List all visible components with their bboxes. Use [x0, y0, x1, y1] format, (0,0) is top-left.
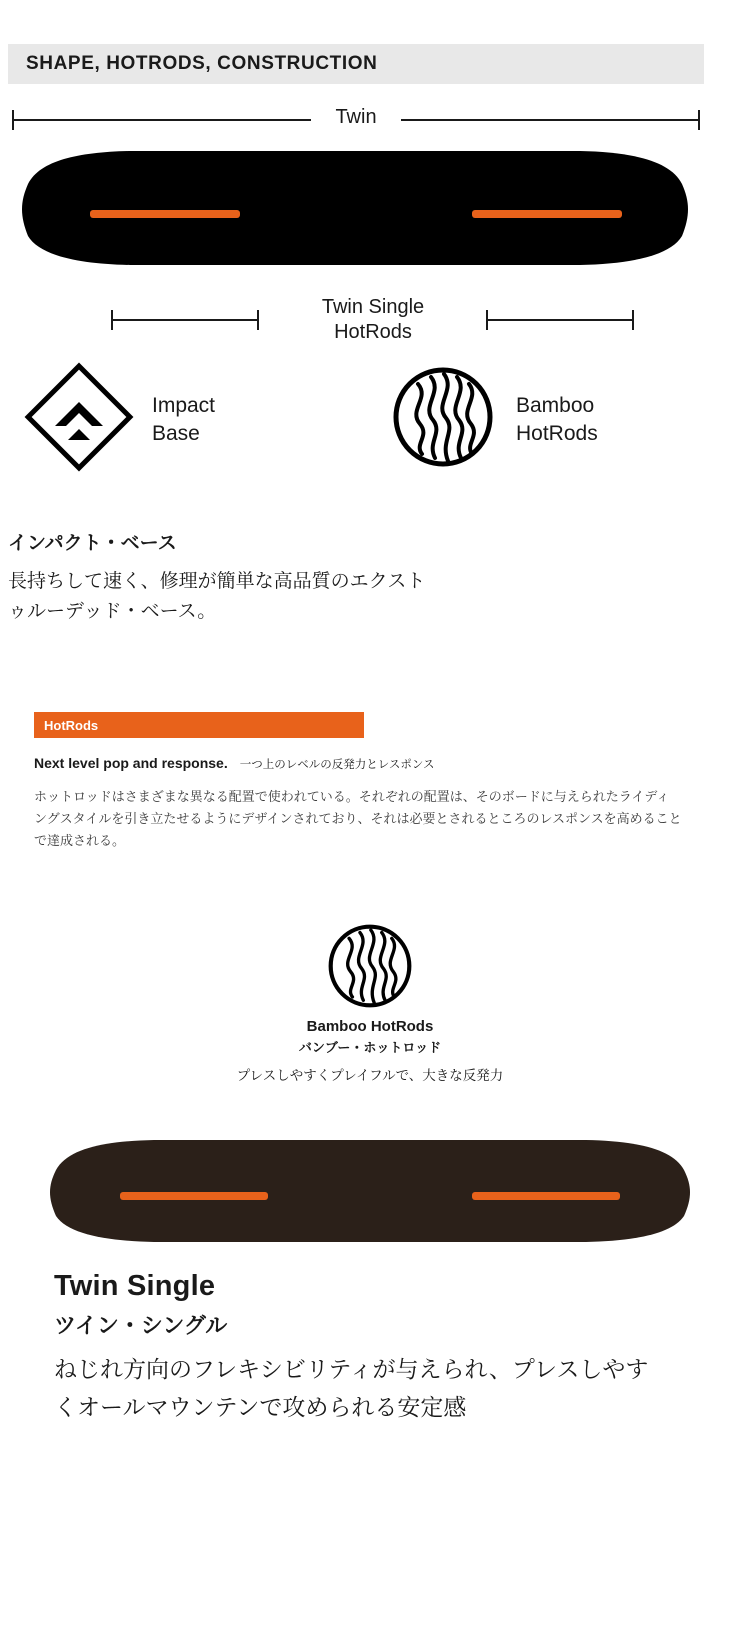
impact-base-label-line2: Base	[152, 421, 200, 445]
hotrods-badge-label: HotRods	[44, 717, 99, 733]
hotrod-stripe-left-2	[120, 1192, 268, 1200]
bamboo-hotrods-title-jp: バンブー・ホットロッド	[298, 1040, 442, 1055]
impact-base-body: 長持ちして速く、修理が簡単な高品質のエクストゥルーデッド・ベース。	[8, 571, 426, 622]
bamboo-hotrods-title-en: Bamboo HotRods	[306, 1018, 434, 1035]
hotrod-stripe-right	[472, 210, 622, 218]
impact-base-label	[152, 392, 215, 448]
hotrods-subtitle-en: Next level pop and response.	[34, 755, 228, 771]
twin-dimension-label: Twin	[311, 106, 401, 129]
bamboo-hotrods-label	[516, 392, 598, 448]
impact-base-label-line1: Impact	[152, 393, 216, 417]
twin-single-board-diagram	[40, 1130, 700, 1245]
impact-base-icon	[24, 362, 134, 477]
dimension-line-right	[400, 119, 700, 121]
bamboo-hotrods-caption: プレスしやすくプレイフルで、大きな反発力	[236, 1068, 504, 1083]
bamboo-hotrods-label-line1: Bamboo	[516, 393, 595, 417]
snowboard-shape-diagram	[10, 140, 700, 270]
hotrods-line-a	[111, 319, 259, 321]
hotrods-cap-b2	[632, 310, 634, 330]
impact-base-heading: インパクト・ベース	[8, 533, 177, 554]
bamboo-hotrods-label-line2: HotRods	[516, 421, 598, 445]
hotrod-stripe-right-2	[472, 1192, 620, 1200]
hotrods-subtitle	[34, 755, 674, 772]
twin-single-title-en: Twin Single	[54, 1270, 216, 1302]
hotrods-dimension-label-line2: HotRods	[334, 321, 412, 343]
twin-dimension-bar	[8, 104, 704, 136]
bamboo-hotrods-icon	[0, 920, 740, 1012]
hotrods-dimension-bar	[8, 295, 704, 345]
bamboo-hotrods-block	[0, 920, 740, 1084]
twin-single-title-jp: ツイン・シングル	[54, 1313, 228, 1338]
feature-bamboo-hotrods	[388, 362, 598, 477]
dimension-line-left	[12, 119, 312, 121]
twin-single-body: ねじれ方向のフレキシビリティが与えられ、プレスしやすくオールマウンテンで攻められる安定感	[54, 1356, 649, 1420]
hotrods-body: ホットロッドはさまざまな異なる配置で使われている。それぞれの配置は、そのボードに与えられたライディングスタイルを引き立たせるようにデザインされており、それは必要とされるところのレスポンスを高めることで達成される。	[34, 789, 682, 848]
feature-impact-base	[24, 362, 215, 477]
page-title: SHAPE, HOTRODS, CONSTRUCTION	[26, 53, 378, 74]
section-header	[8, 44, 704, 84]
twin-single-description	[54, 1270, 654, 1426]
hotrod-stripe-left	[90, 210, 240, 218]
hotrods-line-b	[486, 319, 634, 321]
hotrods-dimension-label	[273, 295, 473, 345]
bamboo-hotrods-icon	[388, 362, 498, 477]
hotrods-badge	[34, 712, 364, 738]
hotrods-cap-a2	[257, 310, 259, 330]
hotrods-dimension-label-line1: Twin Single	[321, 296, 425, 318]
feature-icons-row	[0, 362, 740, 472]
dimension-cap-right	[698, 110, 700, 130]
hotrods-subtitle-jp: 一つ上のレベルの反発力とレスポンス	[239, 759, 435, 771]
impact-base-description	[8, 528, 428, 627]
